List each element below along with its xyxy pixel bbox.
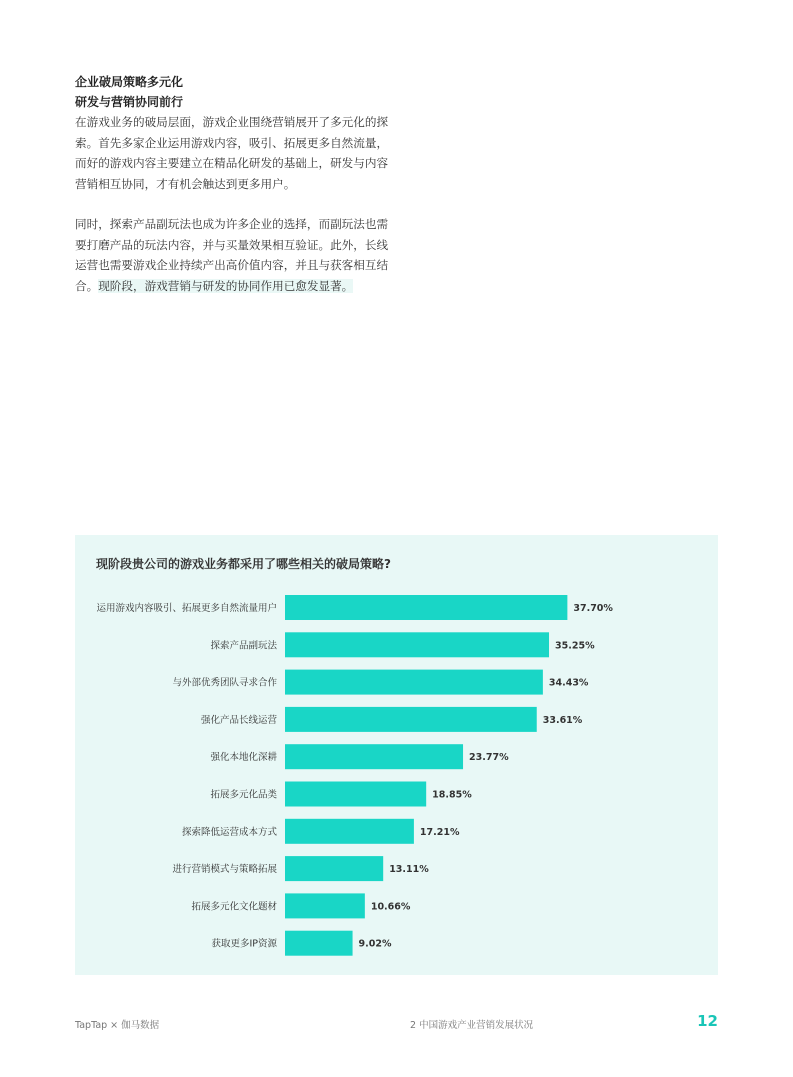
footer-section: 2 中国游戏产业营销发展状况 bbox=[410, 1020, 534, 1031]
bar bbox=[285, 782, 426, 807]
value-label: 34.43% bbox=[548, 677, 589, 689]
value-label: 23.77% bbox=[469, 752, 509, 764]
article-paragraph-1: 在游戏业务的破局层面，游戏企业围绕营销展开了多元化的探索。首先多家企业运用游戏内容，吸引、拓展更多自然流量，而好的游戏内容主要建立在精品化研发的基础上，研发与内容营销相互协同，才有机会触达到更多用户。 bbox=[75, 115, 389, 191]
bar bbox=[285, 670, 543, 695]
category-label: 拓展多元化文化题材 bbox=[191, 901, 277, 913]
value-label: 18.85% bbox=[432, 789, 472, 801]
category-label: 拓展多元化品类 bbox=[210, 789, 277, 801]
category-label: 探索降低运营成本方式 bbox=[181, 826, 277, 838]
bar bbox=[285, 931, 353, 956]
footer-brand: TapTap × 伽马数据 bbox=[75, 1020, 160, 1031]
category-label: 与外部优秀团队寻求合作 bbox=[172, 677, 277, 689]
page-number: 12 bbox=[697, 1012, 718, 1030]
article-highlight: 现阶段，游戏营销与研发的协同作用已愈发显著。 bbox=[98, 278, 354, 293]
bar bbox=[285, 744, 463, 769]
article-paragraph-2 bbox=[75, 214, 395, 296]
value-label: 37.70% bbox=[573, 603, 613, 614]
bar bbox=[285, 819, 414, 844]
article-paragraph-2-part-1: 同时，探索产品副玩法也成为许多企业的选择，而副玩法也需要打磨产品的玩法内容，并与买量效果相互验证。此外，长线运营也需要游戏企业持续产出高价值内容，并且与获客相互结合。 bbox=[75, 217, 389, 293]
article-heading-2: 研发与营销协同前行 bbox=[75, 95, 184, 109]
category-label: 进行营销模式与策略拓展 bbox=[172, 864, 277, 876]
bar-chart bbox=[75, 535, 718, 975]
category-label: 探索产品副玩法 bbox=[210, 640, 277, 652]
value-label: 13.11% bbox=[389, 864, 429, 876]
category-label: 强化产品长线运营 bbox=[200, 714, 277, 726]
category-label: 强化本地化深耕 bbox=[210, 752, 277, 764]
chart-panel bbox=[75, 535, 718, 975]
bar bbox=[285, 632, 549, 657]
value-label: 10.66% bbox=[370, 901, 411, 913]
chart-title: 现阶段贵公司的游戏业务都采用了哪些相关的破局策略? bbox=[96, 557, 391, 571]
value-label: 9.02% bbox=[358, 938, 392, 950]
value-label: 17.21% bbox=[419, 826, 460, 838]
value-label: 33.61% bbox=[542, 714, 583, 726]
bar bbox=[285, 707, 537, 732]
category-label: 获取更多IP资源 bbox=[211, 938, 277, 950]
bar bbox=[285, 856, 383, 881]
bar bbox=[285, 893, 365, 918]
bar bbox=[285, 595, 567, 620]
article-heading-1: 企业破局策略多元化 bbox=[75, 75, 184, 89]
value-label: 35.25% bbox=[555, 640, 595, 652]
category-label: 运用游戏内容吸引、拓展更多自然流量用户 bbox=[96, 603, 277, 614]
article bbox=[75, 72, 395, 296]
